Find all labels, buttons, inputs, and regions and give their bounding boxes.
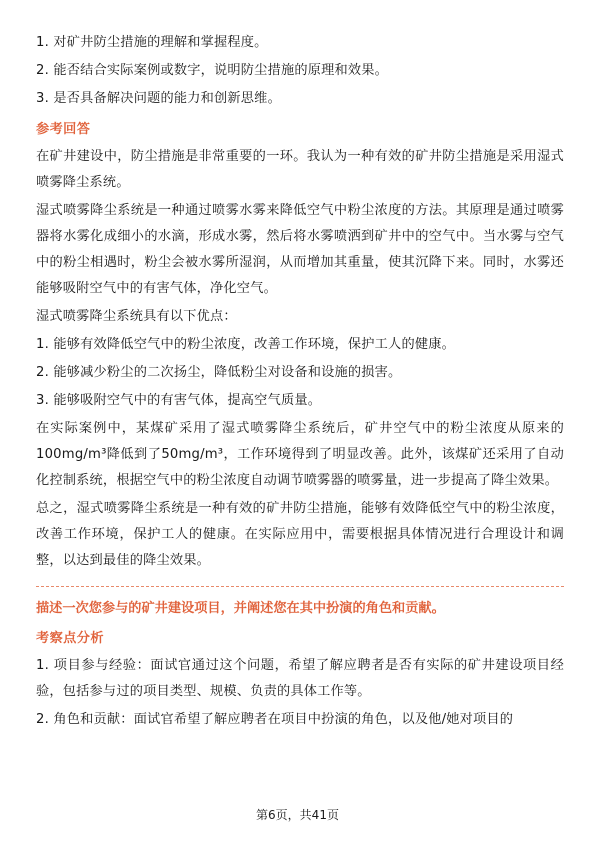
answer-paragraph: 总之，湿式喷雾降尘系统是一种有效的矿井防尘措施，能够有效降低空气中的粉尘浓度，改善工作环境，保护工人的健康。在实际应用中，需要根据具体情况进行合理设计和调整，以达到最佳的降尘效果。 xyxy=(36,501,564,568)
criteria-item: 1. 对矿井防尘措施的理解和掌握程度。 xyxy=(36,35,268,50)
criteria-list xyxy=(36,30,564,112)
answer-paragraph: 湿式喷雾降尘系统是一种通过喷雾水雾来降低空气中粉尘浓度的方法。其原理是通过喷雾器将水雾化成细小的水滴，形成水雾，然后将水雾喷洒到矿井中的空气中。当水雾与空气中的粉尘相遇时，粉尘会被水雾所湿润，从而增加其重量，使其沉降下来。同时，水雾还能够吸附空气中的有害气体，净化空气。 xyxy=(36,203,564,296)
criteria-item: 3. 是否具备解决问题的能力和创新思维。 xyxy=(36,91,281,106)
advantage-item: 3. 能够吸附空气中的有害气体，提高空气质量。 xyxy=(36,393,322,408)
analysis-heading: 考察点分析 xyxy=(36,631,104,646)
question-title: 描述一次您参与的矿井建设项目，并阐述您在其中扮演的角色和贡献。 xyxy=(36,601,445,616)
answer-paragraph: 在矿井建设中，防尘措施是非常重要的一环。我认为一种有效的矿井防尘措施是采用湿式喷雾降尘系统。 xyxy=(36,149,564,190)
answer-paragraph: 湿式喷雾降尘系统具有以下优点： xyxy=(36,309,237,324)
document-body xyxy=(36,30,564,735)
section-divider xyxy=(36,586,564,587)
analysis-list xyxy=(36,653,564,733)
analysis-item: 2. 角色和贡献：面试官希望了解应聘者在项目中扮演的角色，以及他/她对项目的 xyxy=(36,712,514,727)
analysis-item: 1. 项目参与经验：面试官通过这个问题，希望了解应聘者是否有实际的矿井建设项目经验，包括参与过的项目类型、规模、负责的具体工作等。 xyxy=(36,658,564,699)
advantage-item: 1. 能够有效降低空气中的粉尘浓度，改善工作环境，保护工人的健康。 xyxy=(36,337,455,352)
advantages-list xyxy=(36,332,564,414)
criteria-item: 2. 能否结合实际案例或数字，说明防尘措施的原理和效果。 xyxy=(36,63,389,78)
answer-paragraph: 在实际案例中，某煤矿采用了湿式喷雾降尘系统后，矿井空气中的粉尘浓度从原来的100mg/m³降低到了50mg/m³，工作环境得到了明显改善。此外，该煤矿还采用了自动化控制系统，根据空气中的粉尘浓度自动调节喷雾器的喷雾量，进一步提高了降尘效果。 xyxy=(36,421,564,488)
advantage-item: 2. 能够减少粉尘的二次扬尘，降低粉尘对设备和设施的损害。 xyxy=(36,365,402,380)
answer-heading: 参考回答 xyxy=(36,122,91,137)
page-footer: 第6页，共41页 xyxy=(256,808,339,822)
